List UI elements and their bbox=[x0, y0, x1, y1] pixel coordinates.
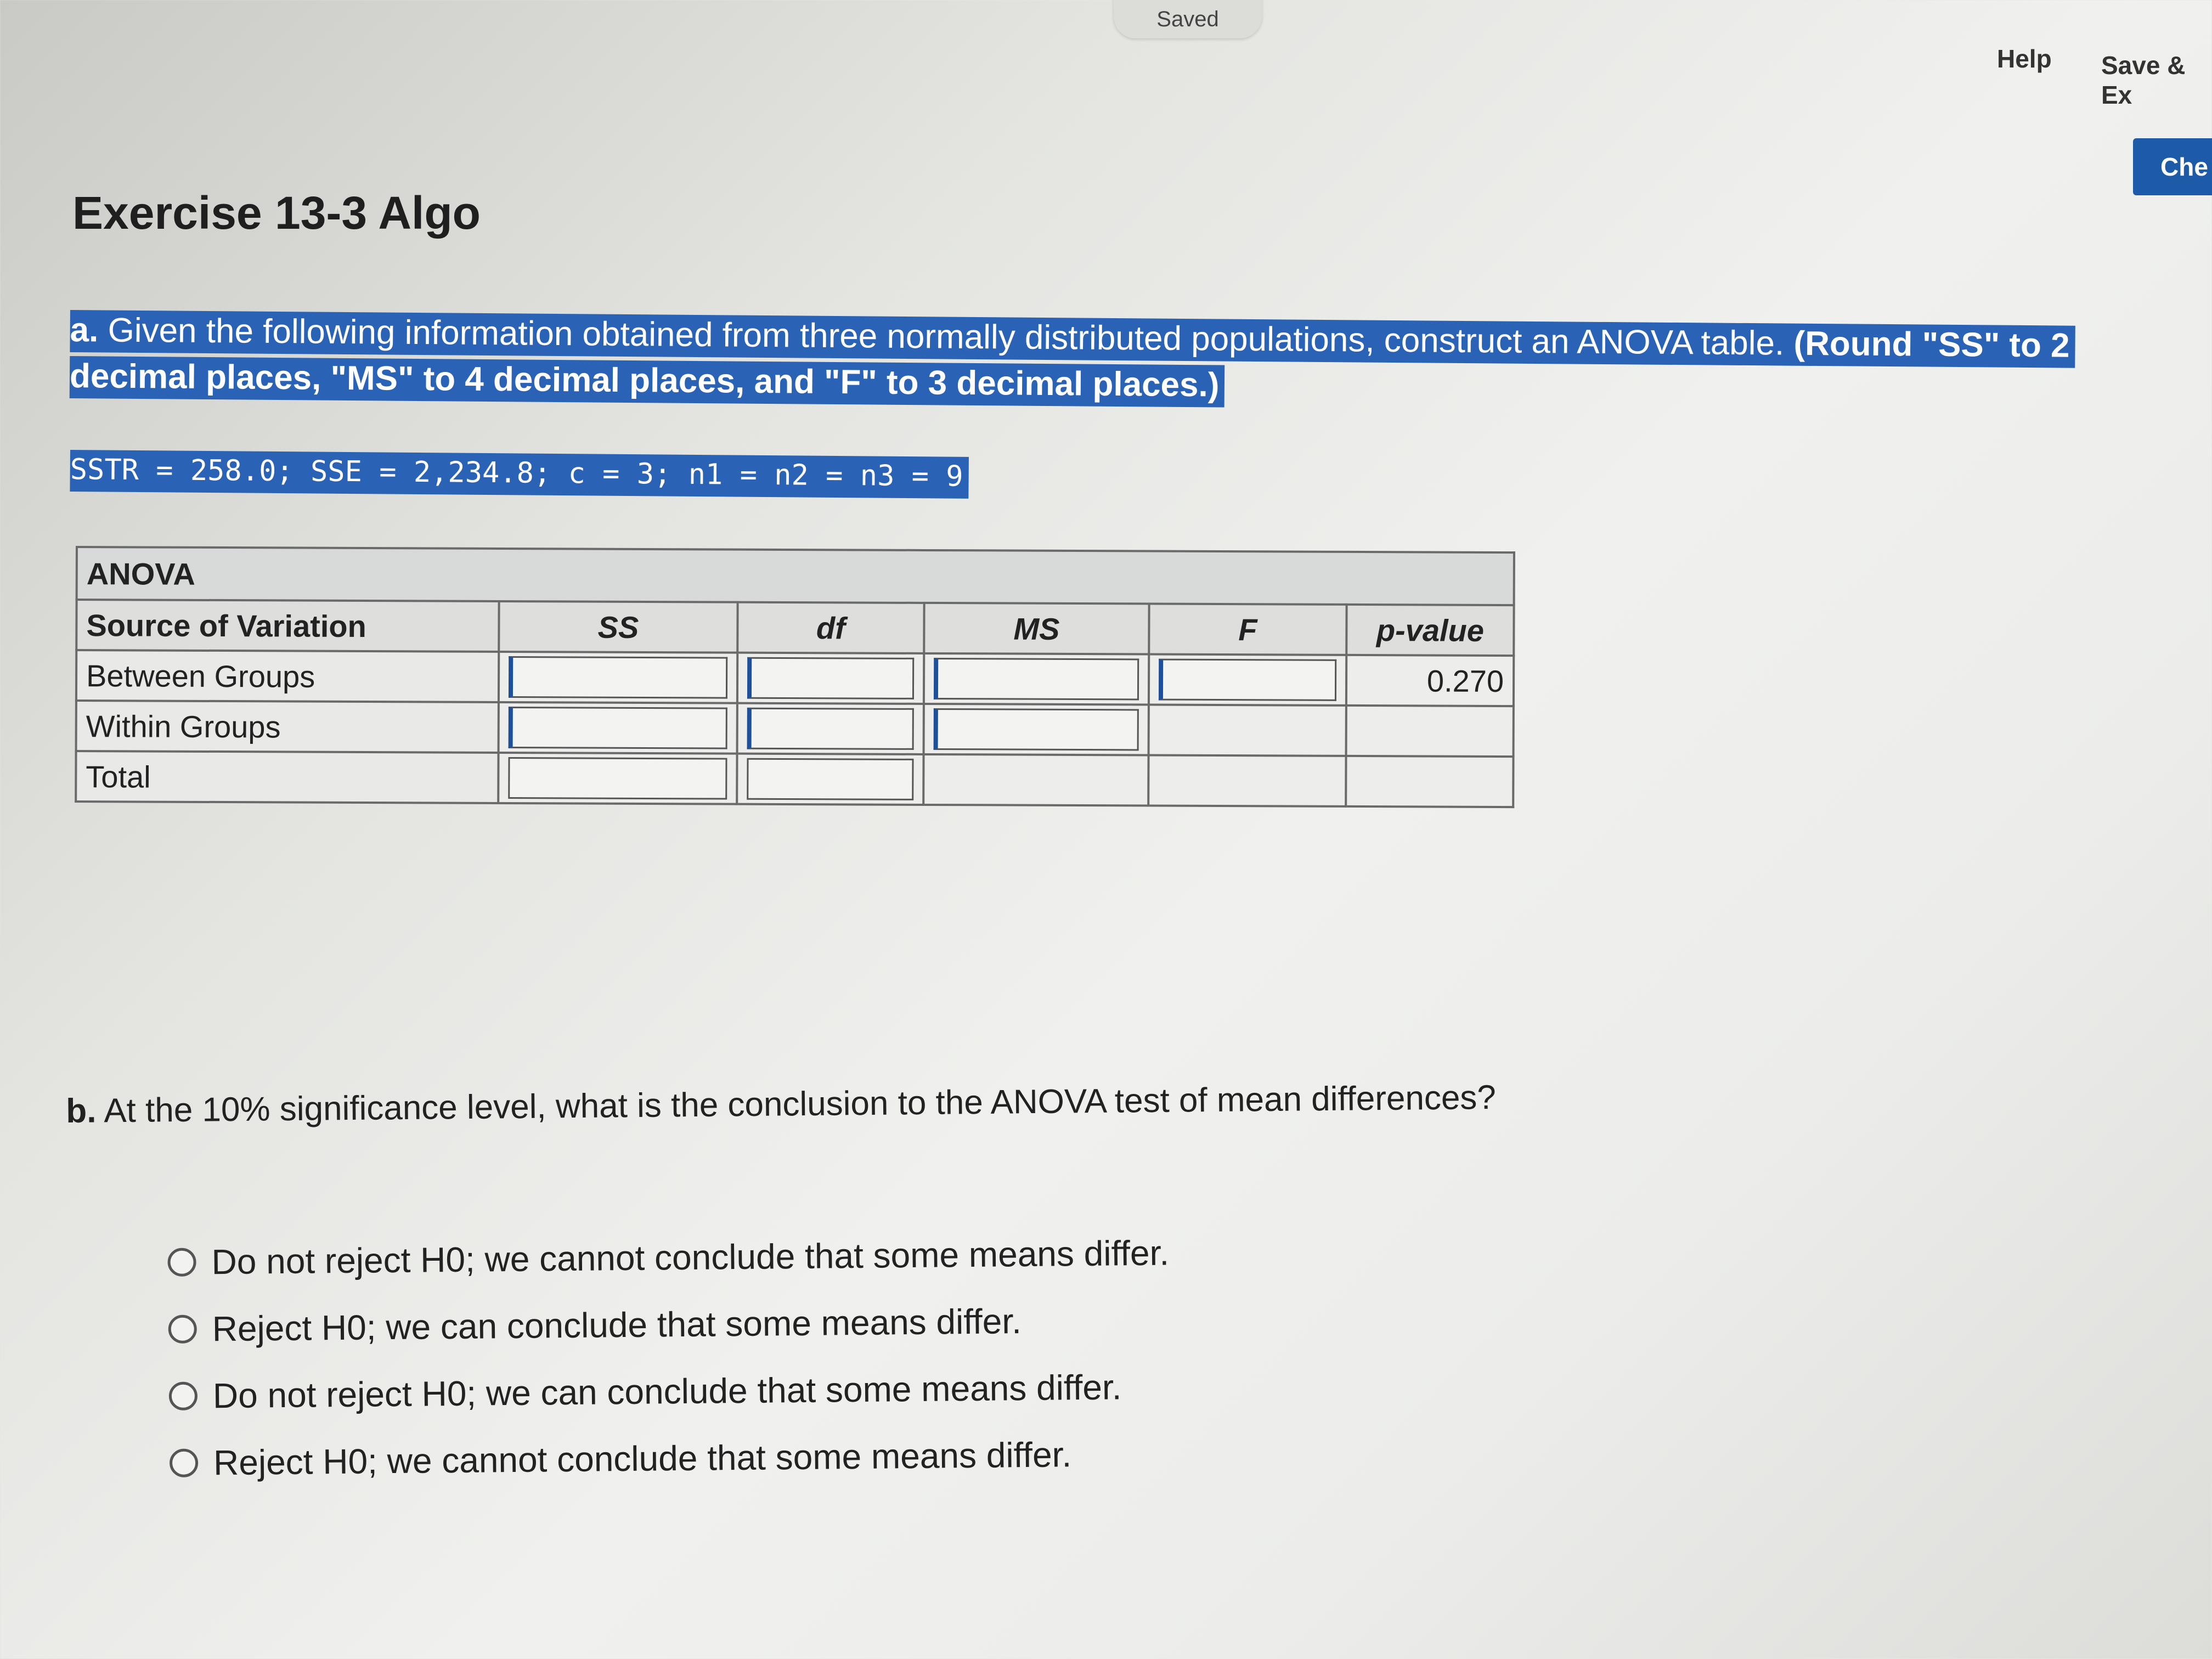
anova-table-container bbox=[75, 546, 1515, 808]
table-row bbox=[76, 751, 1513, 807]
question-b-prefix: b. bbox=[66, 1092, 97, 1130]
option-text: Reject H0; we cannot conclude that some means differ. bbox=[213, 1435, 1072, 1483]
total-ss-input[interactable] bbox=[508, 757, 727, 800]
within-ss-input[interactable] bbox=[509, 707, 727, 749]
cell-total-ss bbox=[498, 753, 737, 804]
header-df: df bbox=[737, 602, 924, 653]
answer-options bbox=[167, 1219, 1171, 1497]
question-b bbox=[66, 1078, 1496, 1131]
answer-option[interactable] bbox=[170, 1420, 1172, 1497]
total-df-input[interactable] bbox=[747, 758, 913, 800]
within-p-value bbox=[1346, 706, 1514, 757]
cell-within-df bbox=[737, 703, 924, 754]
rounding-instruction: (Round "SS" to 2 decimal places, "MS" to 4 decimal places, and "F" to 3 decimal places.) bbox=[69, 324, 2070, 404]
cell-within-f bbox=[1149, 705, 1346, 756]
option-text: Do not reject H0; we can conclude that some means differ. bbox=[212, 1367, 1122, 1416]
row-label-total: Total bbox=[76, 751, 498, 803]
between-f-input[interactable] bbox=[1159, 659, 1336, 701]
cell-total-f bbox=[1148, 755, 1346, 806]
radio-button[interactable] bbox=[170, 1448, 198, 1477]
page-title: Exercise 13-3 Algo bbox=[72, 187, 481, 239]
cell-between-ss bbox=[499, 652, 737, 703]
cell-total-ms bbox=[923, 754, 1148, 806]
between-ss-input[interactable] bbox=[509, 656, 727, 699]
cell-total-df bbox=[737, 754, 923, 805]
cell-within-ms bbox=[924, 704, 1149, 755]
answer-option[interactable] bbox=[167, 1219, 1170, 1296]
header-source: Source of Variation bbox=[76, 600, 499, 652]
cell-between-ms bbox=[924, 653, 1149, 705]
question-a-prefix: a. bbox=[70, 311, 99, 349]
question-a bbox=[70, 307, 2111, 415]
question-a-text: Given the following information obtained from three normally distributed populations, construct an ANOVA table. bbox=[98, 311, 1794, 363]
header-p-value: p-value bbox=[1346, 605, 1514, 656]
check-work-button[interactable] bbox=[2133, 138, 2212, 195]
given-information: SSTR = 258.0; SSE = 2,234.8; c = 3; n1 = n2 = n3 = 9 bbox=[70, 450, 968, 499]
table-row bbox=[76, 701, 1514, 757]
between-df-input[interactable] bbox=[747, 657, 914, 699]
between-ms-input[interactable] bbox=[934, 658, 1139, 700]
within-ms-input[interactable] bbox=[934, 708, 1139, 751]
between-p-value: 0.270 bbox=[1346, 655, 1514, 706]
cell-between-f bbox=[1149, 654, 1346, 706]
cell-within-ss bbox=[499, 702, 737, 754]
answer-option[interactable] bbox=[168, 1353, 1171, 1430]
radio-button[interactable] bbox=[168, 1314, 197, 1343]
save-exit-link[interactable]: Save & Ex bbox=[2101, 51, 2186, 109]
option-text: Reject H0; we can conclude that some means differ. bbox=[212, 1301, 1022, 1349]
radio-button[interactable] bbox=[167, 1248, 196, 1276]
saved-status-pill bbox=[1114, 0, 1262, 38]
within-df-input[interactable] bbox=[747, 708, 914, 750]
answer-option[interactable] bbox=[168, 1286, 1170, 1363]
table-row bbox=[76, 650, 1514, 706]
anova-caption: ANOVA bbox=[77, 547, 1514, 605]
header-f: F bbox=[1149, 604, 1346, 655]
anova-table bbox=[75, 546, 1515, 808]
option-text: Do not reject H0; we cannot conclude that some means differ. bbox=[211, 1233, 1170, 1282]
row-label-between: Between Groups bbox=[76, 650, 499, 702]
saved-label: Saved bbox=[1156, 7, 1219, 31]
question-b-text: At the 10% significance level, what is the conclusion to the ANOVA test of mean differences? bbox=[96, 1078, 1497, 1130]
help-link[interactable]: Help bbox=[1997, 44, 2052, 73]
header-ms: MS bbox=[924, 603, 1149, 654]
total-p-value bbox=[1346, 756, 1513, 807]
row-label-within: Within Groups bbox=[76, 701, 499, 753]
check-label: Che bbox=[2160, 153, 2208, 181]
cell-between-df bbox=[737, 653, 924, 704]
header-ss: SS bbox=[499, 601, 737, 653]
radio-button[interactable] bbox=[169, 1381, 198, 1410]
